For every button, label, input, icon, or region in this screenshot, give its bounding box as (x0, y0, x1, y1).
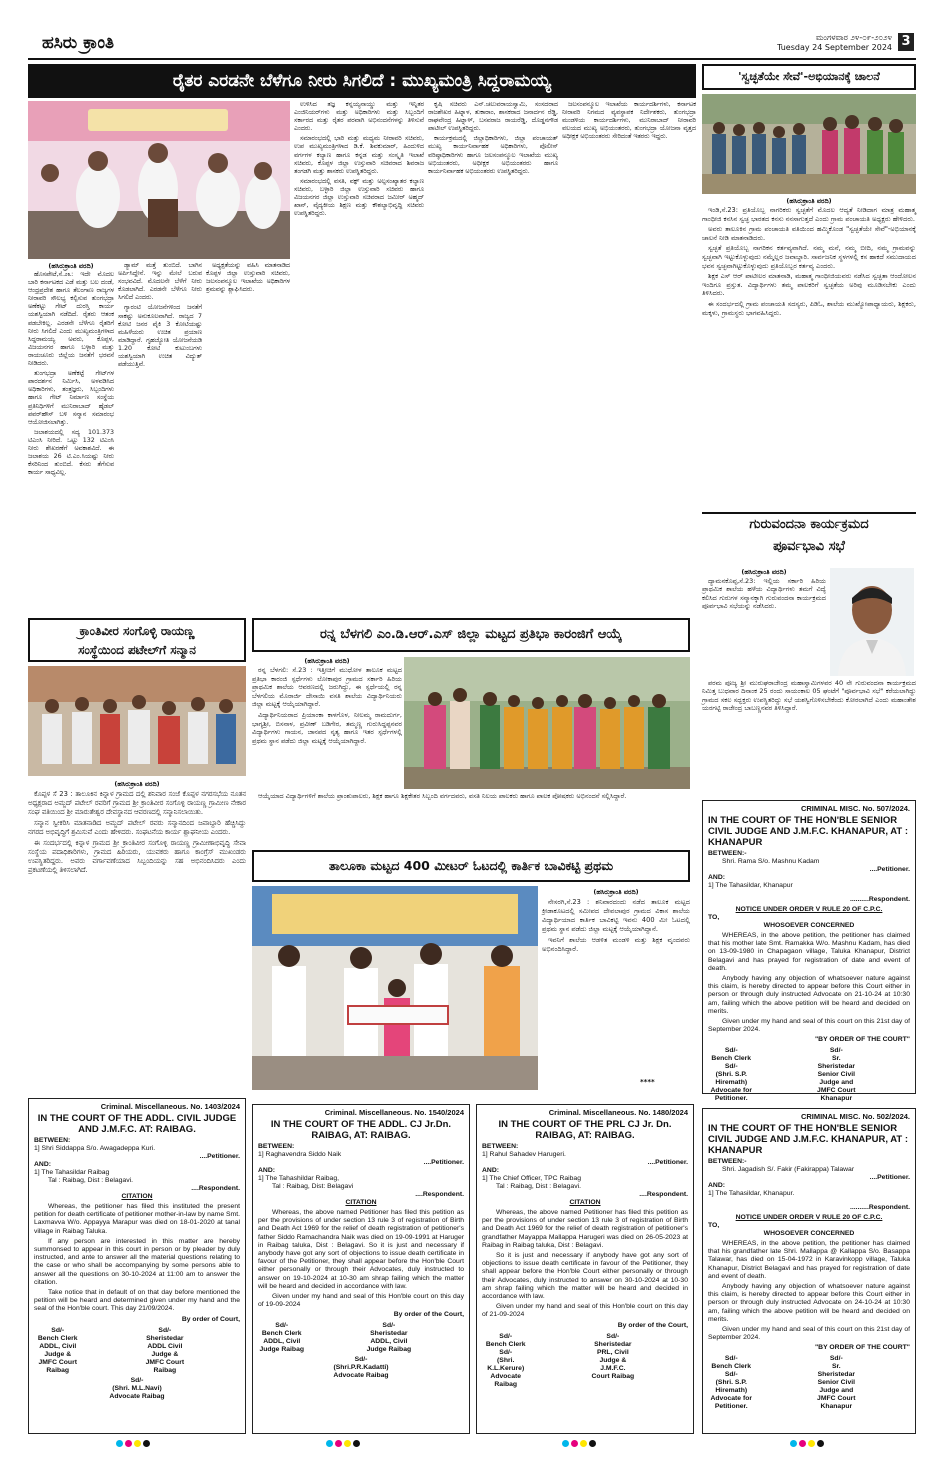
notice-507-and: AND: (708, 874, 725, 881)
notice-1403-and: AND: (34, 1161, 51, 1168)
notice-502 (702, 1108, 916, 1434)
notice-1403-advocate (34, 1377, 240, 1401)
guruvandana-byline: (ಹಸಿರುಕ್ರಾಂತಿ ವರದಿ) (741, 568, 787, 576)
notice-507 (702, 800, 916, 1103)
guruvandana-headline-line-2: ಪೂರ್ವಭಾವಿ ಸಭೆ (773, 539, 845, 554)
sig-line: PRL, Civil Judge & J.M.F.C. (596, 1348, 629, 1372)
notice-507-whoever: WHOSOEVER CONCERNED (763, 922, 855, 929)
notice-502-whoever: WHOSOEVER CONCERNED (763, 1230, 855, 1237)
notice-1480-between: BETWEEN: (482, 1143, 519, 1150)
main-story-col-5 (428, 101, 558, 611)
guruvandana-headline (702, 512, 916, 564)
registration-marks-left (116, 1440, 150, 1447)
notice-1540-sig-left (258, 1322, 357, 1354)
notice-1403-by-order: By order of Court, (181, 1315, 240, 1323)
date-english: Tuesday 24 September 2024 (777, 43, 892, 52)
notice-1480-pet-label: ....Petitioner. (647, 1159, 688, 1166)
notice-1540-case: Criminal. Miscellaneous. No. 1540/2024 (324, 1108, 464, 1117)
sig-line: Bench Clerk (711, 1363, 752, 1371)
notice-1403-between: BETWEEN: (34, 1137, 71, 1144)
sig-line: Senior Civil Judge and (817, 1071, 856, 1087)
sig-line: Sr. Sheristedar (817, 1363, 856, 1379)
sig-line: Sd/- (51, 1326, 65, 1334)
sig-line: Bench Clerk (261, 1330, 302, 1338)
notice-1540-body-2: Given under my hand and seal of this Hon'ble court on this day of 19-09-2024 (258, 1293, 464, 1309)
main-story-para: ಅಧ್ಯಕ್ಷತೆಯನ್ನು ವಹಿಸಿ ಮಾತನಾಡಿದ ಕೊಪ್ಪಳ ಜಿಲ್ಲಾ ಉಸ್ತುವಾರಿ ಸಚಿವರು, ಜಲಸಂಪನ್ಮೂಲ ಇಲಾಖೆಯ ಅಧಿಕಾರಿಗಳ ಶ್ರಮವನ್ನು ಶ್ಲಾಘಿಸಿದರು. (206, 262, 290, 294)
notice-502-case: CRIMINAL MISC. No. 502/2024. (800, 1112, 910, 1121)
main-story-para: ತುಂಗಭದ್ರಾ ಅಣೆಕಟ್ಟೆ ಗೇಟ್‌ಗಳ ಪಾರದರ್ಶನ ನಿರ್ಮಿಸಿ, ಅಳವಡಿಸಿದ ಅಧಿಕಾರಿಗಳು, ತಂತ್ರಜ್ಞರು, ಸಿಬ್ಬಂದಿಗಳು ಹಾಗೂ ಗೇಟ್ ನಿರ್ಮಾಣ ಸಂಸ್ಥೆಯ ಪ್ರತಿನಿಧಿಗಳಿಗೆ ಮುನಿರಾಬಾದ್ ಹೈಡಲ್ ಪವರ್‌ಹೌಸ್ ಬಳಿ ಸನ್ಮಾನ ಸಮಾರಂಭ ಆಯೋಜಿಸಲಾಗಿತ್ತು. (28, 370, 114, 426)
notice-1403-respondent-2: Tal : Raibag, Dist : Belagavi. (48, 1177, 134, 1184)
cm-event-photo (28, 101, 290, 259)
notice-1480-court: IN THE COURT OF THE PRL CJ Jr. Dn. RAIBAG, AT: RAIBAG. (498, 1119, 672, 1141)
magenta-dot (571, 1440, 578, 1447)
notice-502-body-2: Anybody having any objection of whatsoever nature against this claim, is hereby directed to appear before this Court either in person or through duly instructed Advocate on 24-10-24 at 10:30 am, failing which the above petition will be heard and decided on merits. (708, 1283, 910, 1323)
notice-1480-petitioner: 1] Rahul Sahadev Harugeri. (482, 1151, 566, 1158)
main-story-col-2 (118, 262, 202, 611)
registration-marks-right (790, 1440, 824, 1447)
sig-line: JMFC Court Raibag (38, 1358, 77, 1374)
main-story-para: ಉಳಿಸಿದ ತಜ್ಞ ಕನ್ನಯ್ಯನಾಯ್ಡು ಮತ್ತು ಇನ್ನಿತರ ಎಂಜಿನಿಯರ್‌ಗಳು ಮತ್ತು ಅಧಿಕಾರಿಗಳು ಮತ್ತು ಸಿಬ್ಬಂದಿಗೆ ಸರ್ಕಾರದ ಮತ್ತು ರೈತರ ಪರವಾಗಿ ಅಭಿನಂದನೆಗಳನ್ನು ತಿಳಿಸುವೆ ಎಂದರು. (294, 101, 424, 133)
sig-line: JMFC Court Khanapur (817, 1395, 856, 1411)
sig-line: Sd/- (724, 1063, 738, 1071)
notice-1540-by-order: By order of the Court, (393, 1311, 464, 1319)
notice-507-signatures (708, 1047, 910, 1103)
rayanna-para: ಈ ಸಂದರ್ಭದಲ್ಲಿ ಕಿನ್ನಾಳ ಗ್ರಾಮದ ಶ್ರೀ ಕ್ರಾಂತಿವೀರ ಸಂಗೊಳ್ಳಿ ರಾಯಣ್ಣ ಗ್ರಾಮೀಣಾಭಿವೃದ್ಧಿ ಸೇವಾ ಸಂಸ್ಥೆಯ ಪದಾಧಿಕಾರಿಗಳು, ಗ್ರಾಮದ ಹಿರಿಯರು, ಯುವಕರು ಹಾಗೂ ಕಾಂಗ್ರೆಸ್ ಮುಖಂಡರು ಉಪಸ್ಥಿತರಿದ್ದರು. ಅವರು ವರ್ಗಾವಣೆಯಾದ ಸಿಬ್ಬಂದಿಯನ್ನು ಸಹ ಅಭಿನಂದಿಸಿದರು ಎಂದು ಪ್ರಕಟಣೆಯಲ್ಲಿ ತಿಳಿಸಲಾಗಿದೆ. (28, 839, 246, 874)
notice-1480 (476, 1104, 694, 1434)
notice-502-between: BETWEEN:- (708, 1158, 747, 1165)
swachhata-body (702, 206, 916, 508)
masthead-name: ಹಸಿರು ಕ್ರಾಂತಿ (42, 33, 115, 53)
sig-line: Sd/- (158, 1326, 172, 1334)
sig-line: ADDL, Civil Judge Raibag (259, 1338, 305, 1354)
sig-line: Sd/- (499, 1348, 513, 1356)
sig-line: Sd/- (275, 1322, 289, 1330)
notice-1540-advocate (258, 1356, 464, 1380)
main-story-para: ಡ್ಯಾಮ್ ಮತ್ತೆ ತುಂಬಿದೆ. ಬಾಗಿನ ಅರ್ಪಿಸಿದ್ದೇನೆ. ಇನ್ನು ಮೇಲೆ ಬರುವ ಸಂಭವವಿದೆ. ಮೊದಲನೇ ಬೆಳೆಗೆ ನೀರು ಕೊಡಲಾಗಿದೆ. ಎರಡನೇ ಬೆಳೆಗೂ ನೀರು ಸಿಗಲಿದೆ ಎಂದರು. (118, 262, 202, 302)
sig-line: Sd/- (724, 1355, 738, 1363)
race-byline: (ಹಸಿರುಕ್ರಾಂತಿ ವರದಿ) (593, 888, 639, 896)
main-story-para: ಜಲಸಂಪನ್ಮೂಲ ಇಲಾಖೆಯ ಕಾರ್ಯದರ್ಶಿಗಳು, ಕರ್ನಾಟಕ ನೀರಾವರಿ ನಿಗಮದ ವ್ಯವಸ್ಥಾಪಕ ನಿರ್ದೇಶಕರು, ತುಂಗಭದ್ರಾ ಮಂಡಳಿಯ ಕಾರ್ಯದರ್ಶಿಗಳು, ಮುನಿರಾಬಾದ್ ನೀರಾವರಿ ವಲಯದ ಮುಖ್ಯ ಅಭಿಯಂತರರು, ತುಂಗಭದ್ರಾ ಯೋಜನಾ ವೃತ್ತದ ಅಧೀಕ್ಷಕ ಅಭಿಯಂತರರು ಸೇರಿದಂತೆ ಇತರರು ಇದ್ದರು. (562, 101, 696, 141)
notice-502-by-order: "BY ORDER OF THE COURT" (814, 1344, 910, 1352)
swachhata-para: ಸ್ವಚ್ಛತೆ ಪ್ರತಿಯೊಬ್ಬ ನಾಗರಿಕನ ಕರ್ತವ್ಯವಾಗಿದೆ. ನಮ್ಮ ಮನೆ, ನಮ್ಮ ಬೀದಿ, ನಮ್ಮ ಗ್ರಾಮವನ್ನು ಸ್ವಚ್ಛವಾಗಿ ಇಟ್ಟುಕೊಳ್ಳುವುದು ನಮ್ಮೆಲ್ಲರ ಜವಾಬ್ದಾರಿ. ಸಾರ್ವಜನಿಕ ಸ್ಥಳಗಳಲ್ಲಿ ಕಸ ಹಾಕದೆ ಸಮುದಾಯದ ಭವನ ಸ್ವಚ್ಛವಾಗಿಟ್ಟುಕೊಳ್ಳುವುದು ಪ್ರತಿಯೊಬ್ಬರ ಕರ್ತವ್ಯ ಎಂದರು. (702, 244, 916, 270)
notice-1403-case: Criminal. Miscellaneous. No. 1403/2024 (100, 1102, 240, 1111)
notice-1480-resp-label: ....Respondent. (639, 1191, 688, 1198)
main-story-col-1 (28, 271, 114, 611)
notice-507-petitioner: Shri. Rama S/o. Mashnu Kadam (722, 858, 820, 865)
mdrs-photo (404, 657, 690, 789)
sig-line: Advocate Raibag (490, 1372, 522, 1388)
registration-marks-center-right (562, 1440, 596, 1447)
notice-507-order: NOTICE UNDER ORDER V RULE 20 OF C.P.C. (735, 906, 883, 913)
yellow-dot (580, 1440, 587, 1447)
notice-1480-citation: CITATION (569, 1199, 601, 1206)
rayanna-para: ಸನ್ಮಾನ ಸ್ವೀಕರಿಸಿ ಮಾತನಾಡಿದ ಅಮ್ಜದ್ ಪಟೇಲ್ ರವರು ಸನ್ಮಾನದಿಂದ ಜವಾಬ್ದಾರಿ ಹೆಚ್ಚಿಸಿದ್ದು ನಗರದ ಅಭಿವೃದ್ಧಿಗೆ ಶ್ರಮಿಸುವೆ ಎಂದು ಹೇಳಿದರು. ಸಂಘಟನೆಯ ಕಾರ್ಯ ಶ್ಲಾಘನೀಯ ಎಂದರು. (28, 819, 246, 836)
sig-line: (Shri.P.R.Kadatti) (333, 1364, 389, 1372)
sig-line: Sd/- (354, 1356, 368, 1364)
notice-1480-sig-left (482, 1333, 581, 1389)
notice-1480-signatures (482, 1333, 688, 1389)
mdrs-byline: (ಹಸಿರುಕ್ರಾಂತಿ ವರದಿ) (304, 657, 350, 665)
notice-1540-body-1: Whereas, the above named Petitioner has filed this petition as per the provisions of under section 13 rule 3 of registration of Birth and Death Act 1969 for the relief of death registration of petitioner's father Siddo Ramachandra Naik was died on 19-09-1991 at Haruger in Raibag taluka, Dist : Belagavi. So it is just and necessary if anybody have got any sort of objections to issue death certificate in favour of the Petitioner, they shall appear before the Hon'ble Court either personally or through their Advocates, duly instructed to answer on 19-10-2024 at 10-30 am shrap failing which the matter will be heard and decided in accordance with law. (258, 1209, 464, 1290)
mdrs-para: ವಿದ್ಯಾರ್ಥಿನಿಯರಾದ ಪ್ರಿಯಾಂಕಾ ಕಾಳಗೊಳ, ನೀಲಮ್ಮ ರಾಮದುರ್ಗ, ಭಾಗ್ಯಶ್ರೀ, ಬಿಸನಾಳ, ಪ್ರವೀಣ್ ಬಡಿಗೇರ, ತಮ್ಮಣ್ಣ ಗುರುಸಿದ್ದಪ್ಪನವರ ವಿದ್ಯಾರ್ಥಿಗಳು ಗಾಯನ, ಜಾನಪದ ನೃತ್ಯ ಹಾಗೂ ಇತರ ಸ್ಪರ್ಧೆಗಳಲ್ಲಿ ಪ್ರಥಮ ಸ್ಥಾನ ಪಡೆದು ಜಿಲ್ಲಾ ಮಟ್ಟಕ್ಕೆ ಆಯ್ಕೆಯಾಗಿದ್ದಾರೆ. (252, 710, 402, 745)
registration-marks-center-left (326, 1440, 360, 1447)
sig-line: ADDL, Civil Judge Raibag (366, 1338, 412, 1354)
swachhata-para: ಅವರು ತಾಲೂಕಿನ ಗ್ರಾಮ ಪಂಚಾಯತಿ ವತಿಯಿಂದ ಹಮ್ಮಿಕೊಂಡ "ಸ್ವಚ್ಛತೆಯೇ ಸೇವೆ"-ಅಭಿಯಾನಕ್ಕೆ ಚಾಲನೆ ನೀಡಿ ಮಾತನಾಡಿದರು. (702, 225, 916, 242)
magenta-dot (125, 1440, 132, 1447)
main-story-byline: (ಹಸಿರುಕ್ರಾಂತಿ ವರದಿ) (48, 262, 94, 270)
main-story-col-4 (294, 101, 424, 611)
notice-502-pet-label: ....Petitioner. (869, 1174, 910, 1181)
rayanna-photo (28, 666, 246, 776)
notice-1480-respondent-1: 1] The Chief Officer, TPC Raibag (482, 1175, 581, 1182)
notice-507-by-order: "BY ORDER OF THE COURT" (814, 1036, 910, 1044)
mdrs-para: ರನ್ನ ಬೆಳಗಲಿ: ಸೆ.23 : ಇತ್ತೀಚಿಗೆ ಮುಧೋಳ ತಾಲೂಕ ಮಟ್ಟದ ಪ್ರತಿಭಾ ಕಾರಂಜಿ ಸ್ಪರ್ಧೆಗಳು ಲೋಕಾಪುರ ಗ್ರಾಮದ ಸರ್ಕಾರಿ ಹಿರಿಯ ಪ್ರಾಥಮಿಕ ಶಾಲೆಯ ಆವರಣದಲ್ಲಿ ಜರುಗಿದ್ದು, ಈ ಸ್ಪರ್ಧೆಯಲ್ಲಿ ರನ್ನ ಬೆಳಗಲಿಯ ಮೊರಾರ್ಜಿ ದೇಸಾಯಿ ವಸತಿ ಶಾಲೆಯ ವಿದ್ಯಾರ್ಥಿನಿಯರು ಜಿಲ್ಲಾ ಮಟ್ಟಕ್ಕೆ ಆಯ್ಕೆಯಾಗಿದ್ದಾರೆ. (252, 666, 402, 709)
main-story-para: ಜಲಾಶಯದಲ್ಲಿ ಸದ್ಯ 101.373 ಟಿಎಂಸಿ ನೀರಿದೆ. ಒಟ್ಟು 132 ಟಿಎಂಸಿ ನೀರು ಶೇಖರಣೆಗೆ ಅವಕಾಶವಿದೆ. ಈ ಜಲಾಶಯ 26 ಟಿ.ಎಂ.ಸಿಯಷ್ಟು ನೀರು ಕೆಸರಿನಿಂದ ತುಂಬಿದೆ. ಕೆಸರು ತೆಗೆಸುವ ಕಾರ್ಯ ಸಾಧ್ಯವಿಲ್ಲ. (28, 428, 114, 477)
notice-502-to: TO, (708, 1222, 720, 1229)
black-dot (353, 1440, 360, 1447)
notice-1403-sig-left (34, 1327, 133, 1375)
main-story-para: ಸಮಾರಂಭದಲ್ಲಿ ಭಾರಿ ಮತ್ತು ಮಧ್ಯಮ ನೀರಾವರಿ ಸಚಿವರು, ಉಪ ಮುಖ್ಯಮಂತ್ರಿಗಳಾದ ಡಿ.ಕೆ. ಶಿವಕುಮಾರ್, ಹಿಂದುಳಿದ ವರ್ಗಗಳ ಕಲ್ಯಾಣ ಹಾಗೂ ಕನ್ನಡ ಮತ್ತು ಸಂಸ್ಕೃತಿ ಇಲಾಖೆ ಸಚಿವರು, ಕೊಪ್ಪಳ ಜಿಲ್ಲಾ ಉಸ್ತುವಾರಿ ಸಚಿವರಾದ ಶಿವರಾಜ ತಂಗಡಗಿ ಮತ್ತು ಶಾಸಕರು ಉಪಸ್ಥಿತರಿದ್ದರು. (294, 135, 424, 175)
notice-1480-body-2: So it is just and necessary if anybody have got any sort of objections to issue death certificate in favour of the Petitioner, they shall appear before the Hon'ble Court either personally or through their Advocates, duly instructed to answer on 30-10-2024 at 10-30 am shrap failing which the matter will be heard and decided in accordance with law. (482, 1252, 688, 1301)
rayanna-byline: (ಹಸಿರುಕ್ರಾಂತಿ ವರದಿ) (114, 780, 160, 788)
rayanna-headline-line-1: ಕ್ರಾಂತಿವೀರ ಸಂಗೊಳ್ಳಿ ರಾಯಣ್ಣ (79, 624, 195, 638)
guruvandana-para: ಪರಮ ಪೂಜ್ಯ ಶ್ರೀ ಮುರುಘರಾಜೇಂದ್ರ ಮಹಾಸ್ವಾಮಿಗಳವರ 40 ನೇ ಗುರುವಂದನಾ ಕಾರ್ಯಕ್ರಮದ ನಿಮಿತ್ತ ಬುಧವಾರ ದಿನಾಂಕ 25 ರಂದು ಸಾಯಂಕಾಲ 05 ಘಂಟೆಗೆ "ಪೂರ್ವಭಾವಿ ಸಭೆ" ಕರೆಯಲಾಗಿದ್ದು ಗ್ರಾಮದ ಸಕಲ ಸದ್ಭಕ್ತರು ಉಪಸ್ಥಿತರಿದ್ದು ಸಭೆ ಯಶಸ್ವಿಗೊಳಿಸಬೇಕೆಂದು ಕೋರಲಾಗಿದೆ ಎಂದು ಮಹಾಂತೇಶ ಯರಗಟ್ಟಿ ರಾಜೇಂದ್ರ ಬಾಬಣ್ಣನವರ ತಿಳಿಸಿದ್ದಾರೆ. (702, 679, 916, 713)
swachhata-para: ಶಿಕ್ಷಕ ಎಸ್ ಆರ್ ಪಾಟೀಲರ ಮಾತನಾಡಿ, ಮಹಾತ್ಮ ಗಾಂಧೀಜಿಯವರು ನಡೆಸಿದ ಸ್ವಚ್ಛತಾ ಆಂದೋಲನ ಇಂದಿಗೂ ಪ್ರಸ್ತುತ. ವಿದ್ಯಾರ್ಥಿಗಳು ತಮ್ಮ ಪಾಲಕರಿಗೆ ಸ್ವಚ್ಛತೆಯ ಅರಿವು ಮೂಡಿಸಬೇಕು ಎಂದು ತಿಳಿಸಿದರು. (702, 272, 916, 298)
date-kannada: ಮಂಗಳವಾರ ೨೪-೦೯-೨೦೨೪ (815, 33, 892, 42)
notice-502-and: AND: (708, 1182, 725, 1189)
race-body (542, 898, 690, 1074)
magenta-dot (335, 1440, 342, 1447)
sig-line: Sheristedar (146, 1334, 184, 1342)
sig-line: (Shri. M.L.Navi) (112, 1384, 162, 1392)
yellow-dot (344, 1440, 351, 1447)
rayanna-body (28, 790, 246, 1092)
rayanna-headline (28, 618, 246, 662)
notice-1480-sig-right (589, 1333, 688, 1389)
notice-502-body-1: WHEREAS, in the above petition, the petitioner has claimed that his grandfather late Shri. Mallappa @ Kallappa S/o. Basappa Talawar, has died on 15-04-1972 in Karavinkopp village, Taluka Khanapur, District Belagavi and has prayed for registration of date and event of death. (708, 1240, 910, 1280)
sig-line: JMFC Court Khanapur (817, 1087, 856, 1103)
race-end-mark: **** (640, 1078, 655, 1086)
cyan-dot (790, 1440, 797, 1447)
notice-507-sig-left (708, 1047, 805, 1103)
notice-507-body-1: WHEREAS, in the above petition, the petitioner has claimed that his mother late Smt. Ramakka W/o. Mashnu Kadam, has died on 13-09-1980 in Chapagaon village, Taluka Khanapur, District Belagavi and has prayed for registration of date and event of death. (708, 932, 910, 972)
notice-1540-petitioner: 1] Raghavendra Siddo Naik (258, 1151, 342, 1158)
notice-1540-signatures (258, 1322, 464, 1354)
notice-1403-sig-right (141, 1327, 240, 1375)
notice-502-resp-label: ..........Respondent. (849, 1204, 910, 1211)
black-dot (589, 1440, 596, 1447)
notice-507-court: IN THE COURT OF THE HON'BLE SENIOR CIVIL JUDGE AND J.M.F.C. KHANAPUR, AT : KHANAPUR (708, 815, 909, 848)
notice-502-body-3: Given under my hand and seal of this court on this 21st day of September 2024. (708, 1326, 910, 1342)
swachhata-photo (702, 94, 916, 194)
notice-507-sig-right (813, 1047, 910, 1103)
notice-1403-respondent-1: 1] The Tahasildar Raibag (34, 1169, 110, 1176)
sig-line: Sheristedar (594, 1340, 632, 1348)
sig-line: Sheristedar (370, 1330, 408, 1338)
cyan-dot (116, 1440, 123, 1447)
notice-1403-resp-label: ....Respondent. (191, 1185, 240, 1192)
sig-line: Sd/- (724, 1047, 738, 1055)
notice-507-body-2: Anybody having any objection of whatsoever nature against this claim, is hereby directed to appear before this Court either in person or through duly instructed Advocate on 21-10-24 at 10:30 am, failing which the above petition will be heard and decided on merits. (708, 975, 910, 1015)
sig-line: (Shri. S.P. Hiremath) (715, 1379, 748, 1395)
notice-1403-petitioner: 1] Shri Siddappa S/o. Awagadeppa Kuri. (34, 1145, 156, 1152)
sig-line: Bench Clerk (711, 1055, 752, 1063)
main-story-para: ಕಾರ್ಯಕ್ರಮದಲ್ಲಿ ಜಿಲ್ಲಾಧಿಕಾರಿಗಳು, ಜಿಲ್ಲಾ ಪಂಚಾಯತ್ ಮುಖ್ಯ ಕಾರ್ಯನಿರ್ವಾಹಕ ಅಧಿಕಾರಿಗಳು, ಪೊಲೀಸ್ ವರಿಷ್ಠಾಧಿಕಾರಿಗಳು ಹಾಗೂ ಜಲಸಂಪನ್ಮೂಲ ಇಲಾಖೆಯ ಮುಖ್ಯ ಅಭಿಯಂತರರು, ಅಧೀಕ್ಷಕ ಅಭಿಯಂತರರು ಹಾಗೂ ಕಾರ್ಯನಿರ್ವಾಹಕ ಅಭಿಯಂತರರು ಉಪಸ್ಥಿತರಿದ್ದರು. (428, 135, 558, 175)
notice-1403-pet-label: ....Petitioner. (199, 1153, 240, 1160)
notice-507-pet-label: ....Petitioner. (869, 866, 910, 873)
notice-1403 (28, 1098, 246, 1434)
cyan-dot (326, 1440, 333, 1447)
notice-1540-between: BETWEEN: (258, 1143, 295, 1150)
sig-line: Sd/- (382, 1322, 396, 1330)
swachhata-byline: (ಹಸಿರುಕ್ರಾಂತಿ ವರದಿ) (786, 197, 832, 205)
sig-line: ADDL Civil Judge & (147, 1342, 183, 1358)
mdrs-headline: ರನ್ನ ಬೆಳಗಲಿ ಎಂ.ಡಿ.ಆರ್.ಎಸ್ ಜಿಲ್ಲಾ ಮಟ್ಟದ ಪ್ರತಿಭಾ ಕಾರಂಜಿಗೆ ಆಯ್ಕೆ (252, 618, 690, 652)
swachhata-para: ಈ ಸಂದರ್ಭದಲ್ಲಿ ಗ್ರಾಮ ಪಂಚಾಯತಿ ಸದಸ್ಯರು, ಪಿಡಿಓ, ಶಾಲೆಯ ಮುಖ್ಯೋಪಾಧ್ಯಾಯರು, ಶಿಕ್ಷಕರು, ಮಕ್ಕಳು, ಗ್ರಾಮಸ್ಥರು ಭಾಗವಹಿಸಿದ್ದರು. (702, 299, 916, 317)
notice-1403-body-3: Take notice that in default of on that day before mentioned the petition will be heard and determined given under my hand and the seal of the Hon'ble court. This day 21/09/2024. (34, 1289, 240, 1313)
sig-line: Sd/- (724, 1371, 738, 1379)
masthead-rule (28, 58, 916, 60)
race-para: ನೇಸರಗಿ,ಸೆ.23 : ಶನಿವಾರದಂದು ನಡೆದ ತಾಲೂಕ ಮಟ್ಟದ ಕ್ರೀಡಾಕೂಟದಲ್ಲಿ ಸಮೀಪದ ದೇವಲಾಪುರ ಗ್ರಾಮದ ವಿಕಾಸ ಶಾಲೆಯ ವಿದ್ಯಾರ್ಥಿಯಾದ ಕಾರ್ತಿಕ ಬಾವಿಕಟ್ಟಿ ಇವನು 400 ಮೀ ಓಟದಲ್ಲಿ ಪ್ರಥಮ ಸ್ಥಾನ ಪಡೆದು ಜಿಲ್ಲಾ ಮಟ್ಟಕ್ಕೆ ಆಯ್ಕೆಯಾಗಿದ್ದಾನೆ. (542, 898, 690, 933)
race-photo (252, 886, 538, 1090)
mdrs-para: ಆಯ್ಕೆಯಾದ ವಿದ್ಯಾರ್ಥಿಗಳಿಗೆ ಶಾಲೆಯ ಪ್ರಾಂಶುಪಾಲರು, ಶಿಕ್ಷಕ ಹಾಗೂ ಶಿಕ್ಷಕೇತರ ಸಿಬ್ಬಂದಿ ವರ್ಗದವರು, ವಸತಿ ನಿಲಯ ಪಾಲಕರು ಹಾಗೂ ಪಾಲಕ ಪೋಷಕರು ಅಭಿನಂದನೆ ಸಲ್ಲಿಸಿದ್ದಾರೆ. (258, 792, 627, 800)
notice-1540-respondent-2: Tal : Raibag, Dist: Belagavi (272, 1183, 354, 1190)
notice-507-between: BETWEEN:- (708, 850, 747, 857)
notice-507-case: CRIMINAL MISC. No. 507/2024. (800, 804, 910, 813)
sig-line: (Shri. S.P. Hiremath) (715, 1071, 748, 1087)
notice-507-body-3: Given under my hand and seal of this court on this 21st day of September 2024. (708, 1018, 910, 1034)
notice-507-to: TO, (708, 914, 720, 921)
notice-1540-resp-label: ....Respondent. (415, 1191, 464, 1198)
mdrs-body-bottom (252, 792, 690, 842)
yellow-dot (134, 1440, 141, 1447)
mdrs-body-left (252, 666, 402, 806)
notice-502-petitioner: Shri. Jagadish S/. Fakir (Fakirappa) Talawar (722, 1166, 855, 1173)
sig-line: Court Raibag (591, 1372, 635, 1380)
rayanna-headline-line-2: ಸಂಸ್ಥೆಯಿಂದ ಪಟೇಲ್‌ಗೆ ಸನ್ಮಾನ (78, 643, 196, 657)
sig-line: JMFC Court Raibag (145, 1358, 185, 1374)
notice-502-respondent: 1] The Tahasildar, Khanapur. (708, 1190, 795, 1197)
guruvandana-body (702, 679, 916, 787)
masthead-date (777, 33, 892, 53)
guruvandana-body-top (702, 577, 826, 677)
notice-502-sig-right (813, 1355, 910, 1411)
main-story-col-3 (206, 262, 290, 611)
notice-1480-body-1: Whereas, the above named Petitioner has filed this petition as per the provisions of under section 13 rule 3 of registration of Birth and Death Act 1969 for the relief of death registration of petitioner's grandfather Mayappa Mallappa Harugeri was died on 26-05-2023 at Raibag in Raibag taluka, Dist : Belagavi. (482, 1209, 688, 1249)
notice-502-signatures (708, 1355, 910, 1411)
page-number: 3 (898, 33, 914, 51)
black-dot (143, 1440, 150, 1447)
masthead (28, 30, 916, 58)
main-story-para: ಹೊಸಪೇಟೆ,ಸೆ.೨೩: ಇದೇ ಮೊದಲ ಬಾರಿ ಕರ್ನಾಟಕದ ಎಡೆ ಮತ್ತು ಬಲ ದಂಡೆ, ಆಂಧ್ರಪ್ರದೇಶ ಹಾಗೂ ತೆಲಂಗಾಣ ರಾಜ್ಯಗಳ ನೀರಾವರಿ ಸೌಲಭ್ಯ ಕಲ್ಪಿಸುವ ತುಂಗಭದ್ರಾ ಅಣೆಕಟ್ಟು ಗೇಟ್ ದುರಸ್ತಿ ಕಾರ್ಯ ಯಶಸ್ವಿಯಾಗಿ ನಡೆದಿದೆ. ರೈತರು ಆತಂಕ ಪಡಬೇಕಿಲ್ಲ. ಎರಡನೇ ಬೆಳೆಗೂ ರೈತರಿಗೆ ನೀರು ಸಿಗಲಿದೆ ಎಂದು ಮುಖ್ಯಮಂತ್ರಿಗಳಾದ ಸಿದ್ದರಾಮಯ್ಯ ಅವರು, ಕೊಪ್ಪಳ, ವಿಜಯನಗರ ಹಾಗೂ ಬಳ್ಳಾರಿ ಮತ್ತು ರಾಯಚೂರು ಜಿಲ್ಲೆಯ ಜನತೆಗೆ ಭರವಸೆ ನೀಡಿದರು. (28, 271, 114, 368)
main-story-para: ಗ್ಯಾರಂಟಿ ಯೋಜನೆಗಳಿಂದ ಜನತೆಗೆ ಸಾಕಷ್ಟು ಅನುಕೂಲವಾಗಿದೆ. ರಾಜ್ಯದ 7 ಕೋಟಿ ಜನರ ಪೈಕಿ 3 ಕೋಟಿಯಷ್ಟು ಮಹಿಳೆಯರು ಉಚಿತ ಪ್ರಯಾಣ ಮಾಡಿದ್ದಾರೆ. ಗೃಹಜ್ಯೋತಿ ಯೋಜನೆಯಡಿ 1.20 ಕೋಟಿ ಕುಟುಂಬಗಳು ಯಶಸ್ವಿಯಾಗಿ ಉಚಿತ ವಿದ್ಯುತ್ ಪಡೆಯುತ್ತಿವೆ. (118, 304, 202, 369)
notice-1403-signatures (34, 1327, 240, 1375)
notice-1403-citation: CITATION (121, 1193, 153, 1200)
notice-1480-body-3: Given under my hand and seal of this Hon'ble court on this day of 21-09-2024 (482, 1303, 688, 1319)
main-story-col-6 (562, 101, 696, 611)
notice-1540-sig-right (365, 1322, 464, 1354)
sig-line: Bench Clerk (37, 1334, 78, 1342)
notice-1480-respondent-2: Tal : Raibag, Dist : Belagavi. (496, 1183, 582, 1190)
sig-line: Bench Clerk (485, 1340, 526, 1348)
guruvandana-headline-line-1: ಗುರುವಂದನಾ ಕಾರ್ಯಕ್ರಮದ (749, 517, 869, 532)
sig-line: Advocate Raibag (333, 1372, 389, 1380)
notice-502-court: IN THE COURT OF THE HON'BLE SENIOR CIVIL JUDGE AND J.M.F.C. KHANAPUR, AT : KHANAPUR (708, 1123, 909, 1156)
main-story-para: ಸಮಾರಂಭದಲ್ಲಿ ವಸತಿ, ವಕ್ಫ್ ಮತ್ತು ಅಲ್ಪಸಂಖ್ಯಾತರ ಕಲ್ಯಾಣ ಸಚಿವರು, ಬಳ್ಳಾರಿ ಜಿಲ್ಲಾ ಉಸ್ತುವಾರಿ ಸಚಿವರು ಹಾಗೂ ವಿಜಯನಗರ ಜಿಲ್ಲಾ ಉಸ್ತುವಾರಿ ಸಚಿವರಾದ ಜಮೀರ್ ಅಹ್ಮದ್ ಖಾನ್, ವೈದ್ಯಕೀಯ ಶಿಕ್ಷಣ ಮತ್ತು ಕೌಶಲ್ಯಾಭಿವೃದ್ಧಿ ಸಚಿವರು ಉಪಸ್ಥಿತರಿದ್ದರು. (294, 177, 424, 218)
race-para: ಇವನಿಗೆ ಶಾಲೆಯ ಆಡಳಿತ ಮಂಡಳಿ ಮತ್ತು ಶಿಕ್ಷಕ ವೃಂದವರು ಅಭಿನಂದಿಸಿದ್ದಾರೆ. (542, 936, 690, 953)
notice-1480-and: AND: (482, 1167, 499, 1174)
sig-line: Sd/- (130, 1376, 144, 1384)
guruvandana-portrait (830, 568, 914, 676)
notice-1540-respondent-1: 1] The Tahashildar Raibag, (258, 1175, 339, 1182)
notice-1403-body-2: If any person are interested in this matter are hereby summonsed to appear in this court in person or by pleader by duly instructed, and ante to answer all the material questions relating to the case or who shall be accompanying by some persons able to answer all the questions on 30-10-2024 at 11:00 am to answer the citation. (34, 1237, 240, 1286)
sig-line: Sd/- (606, 1332, 620, 1340)
sig-line: ADDL, Civil Judge & (39, 1342, 77, 1358)
notice-1480-case: Criminal. Miscellaneous. No. 1480/2024 (548, 1108, 688, 1117)
swachhata-para: ಇಂಡಿ,ಸೆ.23: ಪ್ರತಿಯೊಬ್ಬ ನಾಗರಿಕರು ಸ್ವಚ್ಛತೆಗೆ ಮೊದಲ ಆದ್ಯತೆ ನೀಡಿದಾಗ ಮಾತ್ರ ಮಹಾತ್ಮ ಗಾಂಧೀಜಿ ಕನಸಿನ ಸ್ವಚ್ಛ ಭಾರತದ ಕನಸು ನನಸಾಗುತ್ತದೆ ಎಂದು ಗ್ರಾಮ ಪಂಚಾಯತಿ ಅಧ್ಯಕ್ಷರು ಹೇಳಿದರು. (702, 206, 916, 223)
sig-line: Advocate Raibag (109, 1392, 165, 1400)
sig-line: Sd/- (829, 1047, 843, 1055)
race-headline: ತಾಲೂಕಾ ಮಟ್ಟದ 400 ಮೀಟರ್ ಓಟದಲ್ಲಿ ಕಾರ್ತಿಕ ಬಾವಿಕಟ್ಟಿ ಪ್ರಥಮ (252, 850, 690, 882)
notice-502-sig-left (708, 1355, 805, 1411)
notice-1540-court: IN THE COURT OF THE ADDL. CJ Jr.Dn. RAIBAG, AT: RAIBAG. (270, 1119, 452, 1141)
sig-line: Senior Civil Judge and (817, 1379, 856, 1395)
sig-line: Sd/- (829, 1355, 843, 1363)
cyan-dot (562, 1440, 569, 1447)
notice-1540 (252, 1104, 470, 1434)
notice-1403-body-1: Whereas, the petitioner has filed this instituted the present petition for death certificate of petitioner mother-in-law by name Smt. Laxmavva W/o. Appayya Marapur was died on 18-01-2020 at tanal village in Raibag Taluka. (34, 1203, 240, 1235)
sig-line: Advocate for Petitioner. (710, 1395, 753, 1411)
sig-line: (Shri. K.L.Kerure) (487, 1356, 525, 1372)
swachhata-headline: 'ಸ್ವಚ್ಛತೆಯೇ ಸೇವೆ'-ಅಭಿಯಾನಕ್ಕೆ ಚಾಲನೆ (702, 64, 916, 90)
notice-1540-pet-label: ....Petitioner. (423, 1159, 464, 1166)
magenta-dot (799, 1440, 806, 1447)
black-dot (817, 1440, 824, 1447)
sig-line: Sr. Sheristedar (817, 1055, 856, 1071)
notice-1540-and: AND: (258, 1167, 275, 1174)
main-headline: ರೈತರ ಎರಡನೇ ಬೆಳೆಗೂ ನೀರು ಸಿಗಲಿದೆ : ಮುಖ್ಯಮಂತ್ರಿ ಸಿದ್ದರಾಮಯ್ಯ (28, 64, 696, 98)
rayanna-para: ಕೊಪ್ಪಳ ಸೆ 23 : ತಾಲೂಕಿನ ಕಿನ್ನಾಳ ಗ್ರಾಮದ ದಲ್ಲಿ ಶನಿವಾರ ಸಂಜೆ ಕೊಪ್ಪಳ ನಗರಸಭೆಯ ನೂತನ ಅಧ್ಯಕ್ಷರಾದ ಅಮ್ಜದ್ ಪಟೇಲ್ ರವರಿಗೆ ಗ್ರಾಮದ ಶ್ರೀ ಕ್ರಾಂತಿವೀರ ಸಂಗೊಳ್ಳಿ ರಾಯಣ್ಣ ಗ್ರಾಮೀಣ ನೇಕಾರ ಸಂಘ ವತಿಯಿಂದ ಶ್ರೀ ಮಾರುತೇಶ್ವರ ದೇವಸ್ಥಾನದ ಆವರಣದಲ್ಲಿ ಸನ್ಮಾನಿಸಲಾಯಿತು. (28, 790, 246, 816)
notice-502-order: NOTICE UNDER ORDER V RULE 20 OF C.P.C. (735, 1214, 883, 1221)
sig-line: Sd/- (499, 1332, 513, 1340)
main-story-para: ಕೃಷಿ ಸಚಿವರು ಎನ್.ಚಲುವರಾಯಸ್ವಾಮಿ, ಸಂಸದರಾದ ರಾಜಶೇಖರ ಹಿಟ್ನಾಳ, ತುಕಾರಾಂ, ಶಾಸಕರಾದ ಜನಾರ್ದನ ರೆಡ್ಡಿ, ರಾಘವೇಂದ್ರ ಹಿಟ್ನಾಳ್, ಬಸವರಾಜ ರಾಯರೆಡ್ಡಿ, ದೊಡ್ಡನಗೌಡ ಪಾಟೀಲ್ ಉಪಸ್ಥಿತರಿದ್ದರು. (428, 101, 558, 133)
yellow-dot (808, 1440, 815, 1447)
notice-507-respondent: 1] The Tahasildar, Khanapur (708, 882, 793, 889)
notice-1480-by-order: By order of the Court, (617, 1321, 688, 1329)
notice-1403-court: IN THE COURT OF THE ADDL. CIVIL JUDGE AND J.M.F.C. AT: RAIBAG. (37, 1113, 237, 1135)
sig-line: Advocate for Petitioner. (710, 1087, 753, 1103)
guruvandana-para: ದ್ಯಾಮನಕೊಪ್ಪ,ಸೆ.23: ಇಲ್ಲಿಯ ಸರ್ಕಾರಿ ಹಿರಿಯ ಪ್ರಾಥಮಿಕ ಶಾಲೆಯ ಹಳೆಯ ವಿದ್ಯಾರ್ಥಿಗಳು ತಮಗೆ ವಿದ್ಯೆ ಕಲಿಸಿದ ಗುರುಗಳ ಸನ್ಮಾನಕ್ಕಾಗಿ ಗುರುವಂದನಾ ಕಾರ್ಯಕ್ರಮದ ಪೂರ್ವಭಾವಿ ಸಭೆಯನ್ನು ನಡೆಸಿದರು. (702, 577, 826, 611)
notice-1540-citation: CITATION (345, 1199, 377, 1206)
notice-507-resp-label: ..........Respondent. (849, 896, 910, 903)
